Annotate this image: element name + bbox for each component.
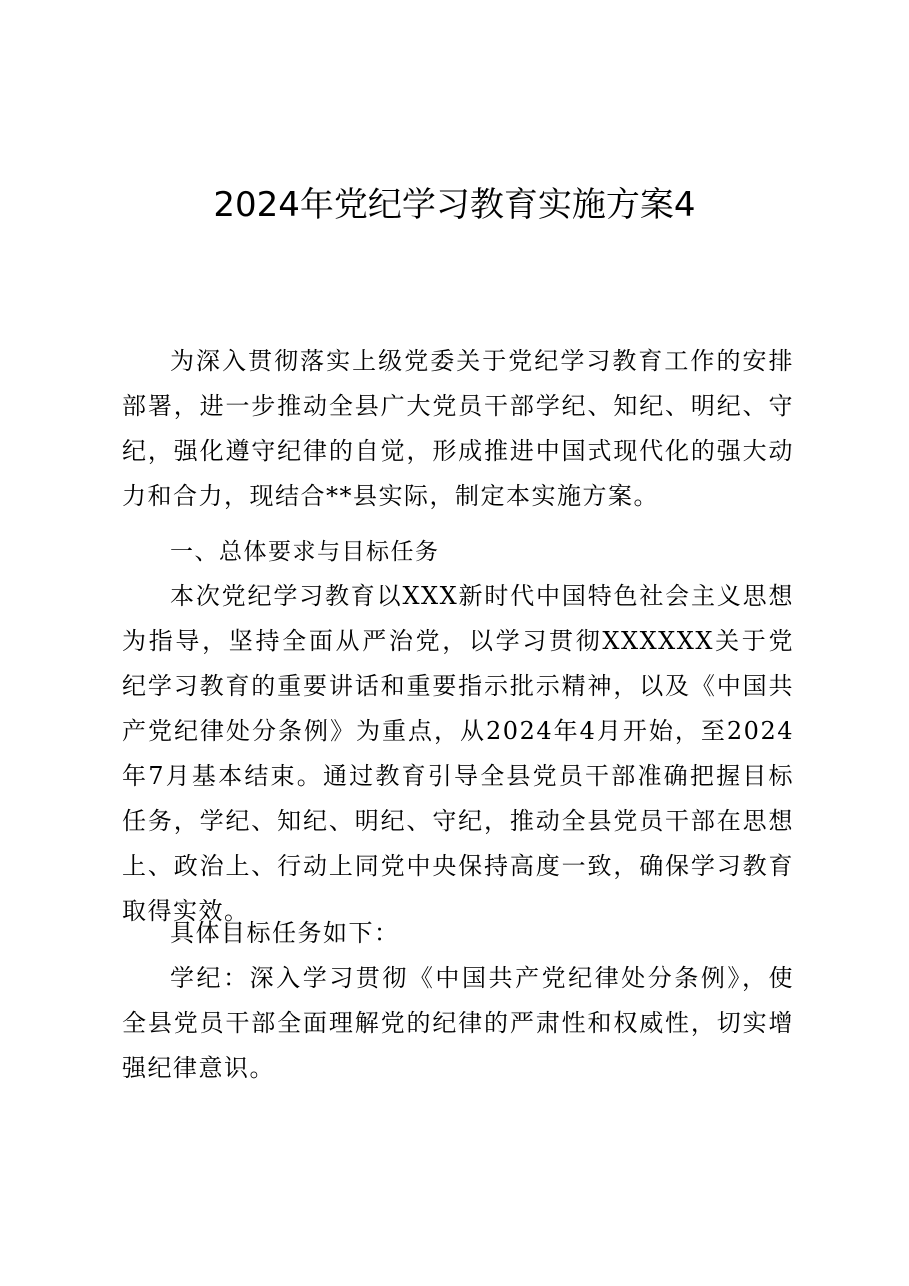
tasks-intro-block (122, 911, 794, 956)
intro-paragraph-block (122, 339, 794, 519)
intro-paragraph: 为深入贯彻落实上级党委关于党纪学习教育工作的安排部署，进一步推动全县广大党员干部学纪、知纪、明纪、守纪，强化遵守纪律的自觉，形成推进中国式现代化的强大动力和合力，现结合**县实际，制定本实施方案。 (122, 347, 794, 510)
tasks-intro: 具体目标任务如下： (170, 919, 400, 947)
section1-heading-block (122, 530, 794, 575)
task-xueji-block (122, 956, 794, 1091)
section1-paragraph: 本次党纪学习教育以XXX新时代中国特色社会主义思想为指导，坚持全面从严治党，以学习贯彻XXXXXX关于党纪学习教育的重要讲话和重要指示批示精神，以及《中国共产党纪律处分条例》为重点，从2024年4月开始，至2024年7月基本结束。通过教育引导全县党员干部准确把握目标任务，学纪、知纪、明纪、守纪，推动全县党员干部在思想上、政治上、行动上同党中央保持高度一致，确保学习教育取得实效。 (122, 582, 794, 925)
section1-body-block (122, 574, 794, 934)
document-title: 2024年党纪学习教育实施方案4 (213, 185, 696, 225)
task-xueji-paragraph: 学纪：深入学习贯彻《中国共产党纪律处分条例》，使全县党员干部全面理解党的纪律的严肃性和权威性，切实增强纪律意识。 (122, 964, 794, 1082)
section1-heading: 一、总体要求与目标任务 (170, 539, 440, 565)
